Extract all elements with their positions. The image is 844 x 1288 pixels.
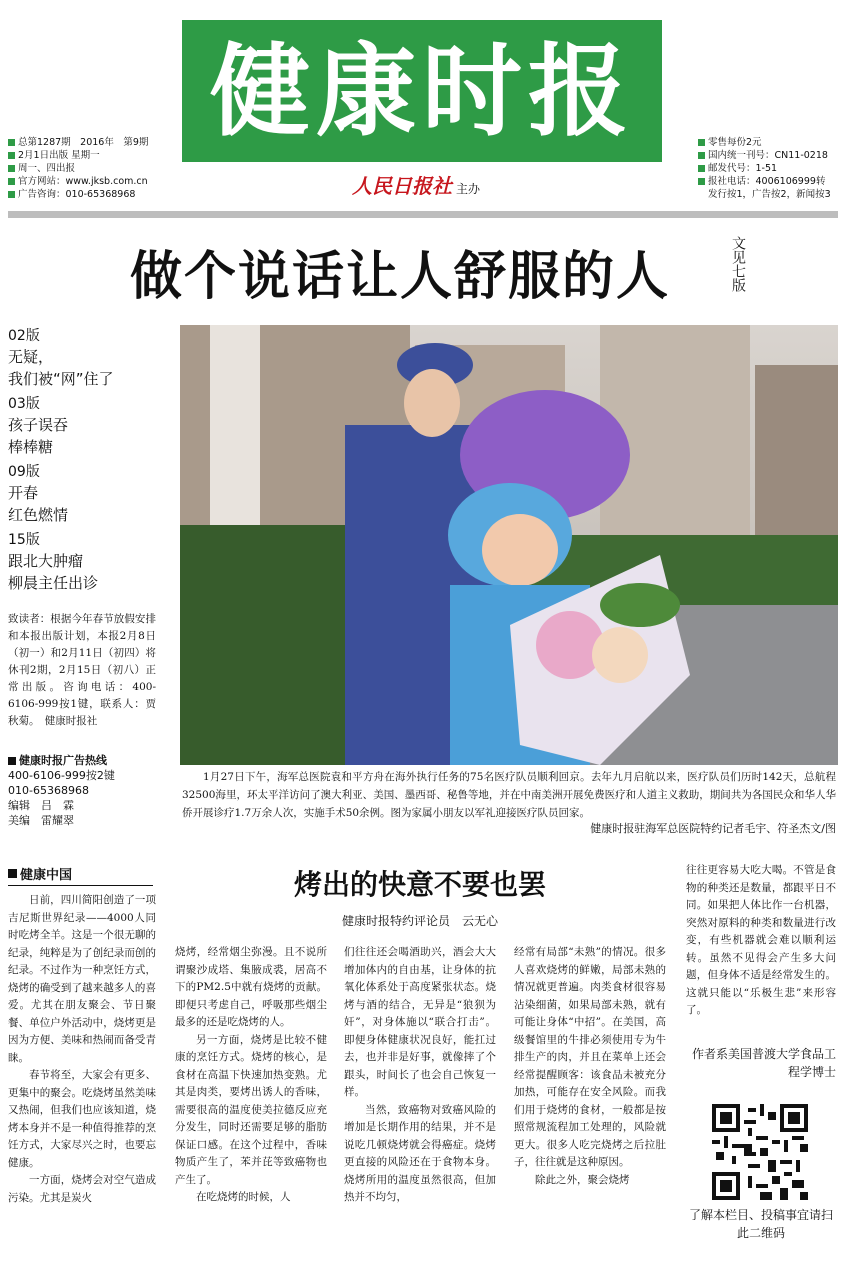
issue-number: 总第1287期 2016年 第9期 bbox=[18, 137, 149, 148]
paragraph: 们往往还会喝酒助兴，酒会大大增加体内的自由基，让身体的抗氧化体系处于高度紧张状态。烧烤与酒的结合，无异是“狼狈为奸”，对身体施以“联合打击”。即便身体健康状况良好，能扛过去，也并非是好事，就像摔了个跟头，时间长了也会自己恢复一样。 bbox=[344, 946, 496, 1098]
paragraph: 当然，致癌物对致癌风险的增加是长期作用的结果，并不是说吃几顿烧烤就会得癌症。烧烤更直接的风险还在于食物本身。烧烤所用的温度虽然很高，但加热并不均匀， bbox=[344, 1103, 496, 1203]
sponsor-suffix: 主办 bbox=[456, 182, 481, 196]
index-title-line: 我们被“网”住了 bbox=[8, 370, 114, 388]
editor-credit: 编辑 吕 霖 bbox=[8, 799, 74, 812]
author-note: 作者系美国普渡大学食品工程学博士 bbox=[691, 1047, 836, 1079]
price-info bbox=[698, 136, 840, 201]
serial-number: 国内统一刊号：CN11-0218 bbox=[708, 150, 828, 161]
price-info-row bbox=[698, 136, 840, 149]
index-title-line: 开春 bbox=[8, 484, 39, 502]
index-title-line: 跟北大肿瘤 bbox=[8, 552, 84, 570]
art-editor-credit: 美编 雷耀翠 bbox=[8, 814, 74, 827]
page-index bbox=[8, 326, 178, 598]
paragraph: 往往更容易大吃大喝。不管是食物的种类还是数量，都跟平日不同。如果把人体比作一台机器，突然对原料的种类和数量进行改变，有些机器就会难以顺利运转。虽然不见得会产生多大问题，但身体不适是经常发生的。这就只能以“乐极生悲”来形容了。 bbox=[686, 864, 836, 1016]
paragraph: 另一方面，烧烤是比较不健康的烹饪方式。烧烤的核心，是食材在高温下快速加热变熟。尤其是肉类，要烤出诱人的香味，需要很高的温度使美拉德反应充分发生，同时还需要足够的脂肪保证口感。在这个过程中，香味物质产生了，苯并芘等致癌物也产生了。 bbox=[175, 1033, 327, 1186]
section-label bbox=[8, 864, 153, 886]
paragraph: 春节将至，大家会有更多、更集中的聚会。吃烧烤虽然美味又热闹，但我们也应该知道，烧烤本身并不是一种值得推荐的烹饪方式，大家尽兴之时，也要忘健康。 bbox=[8, 1069, 156, 1169]
hotline-phone: 400-6106-999按2键 bbox=[8, 769, 115, 782]
article-byline: 健康时报特约评论员 云无心 bbox=[341, 914, 498, 928]
news-photo bbox=[180, 325, 838, 765]
index-title-line: 无疑， bbox=[8, 348, 54, 366]
price-info-row bbox=[698, 188, 840, 201]
paragraph: 日前，四川简阳创造了一项吉尼斯世界纪录——4000人同时吃烤全羊。这是一个很无聊的纪录，纯粹是为了创纪录而创的纪录。不过作为一种烹饪方式，烧烤的确受到了越来越多人的喜爱。尤其在朋友聚会、节日聚餐、单位户外活动中，烧烤更是因为方便、美味和热闹而备受青睐。 bbox=[8, 894, 156, 1064]
photo-caption: 1月27日下午，海军总医院袁和平方舟在海外执行任务的75名医疗队员顺利回京。去年九月启航以来，医疗队员们历时142天，总航程32500海里，环太平洋访问了澳大利亚、美国、墨西哥、秘鲁等地，并在中南美洲开展免费医疗和人道主义救助，期间共为各国民众和华人华侨开展诊疗1.7万余人次，实施手术50余例。图为家属小朋友以军礼迎接医疗队员回家。 bbox=[182, 771, 836, 819]
index-item[interactable] bbox=[8, 462, 178, 526]
postal-code: 邮发代号：1-51 bbox=[708, 163, 778, 174]
paragraph: 在吃烧烤的时候，人 bbox=[196, 1191, 291, 1203]
index-page: 03版 bbox=[8, 396, 40, 412]
price-info-row bbox=[698, 175, 840, 188]
retail-price: 零售每份2元 bbox=[708, 137, 762, 148]
issue-info-row bbox=[8, 175, 180, 188]
article-column-2 bbox=[175, 944, 327, 1207]
ad-phone: 广告咨询：010-65368968 bbox=[18, 189, 136, 200]
issue-info-row bbox=[8, 149, 180, 162]
divider-bar bbox=[8, 211, 838, 218]
paragraph: 经常有局部“未熟”的情况。很多人喜欢烧烤的鲜嫩，局部未熟的情况就更普遍。肉类食材很容易沾染细菌，如果局部未熟，就有可能让身体“中招”。在美国，高级餐馆里的牛排必须使用专为牛排生产的肉，并且在菜单上还会经常提醒顾客：该食品未被充分加热，可能存在安全风险。而我们用于烧烤的食材，一般都是按照常规流程加工处理的，风险就更大。很多人吃完烧烤之后拉肚子，往往就是这种原因。 bbox=[514, 946, 666, 1168]
index-item[interactable] bbox=[8, 394, 178, 458]
reader-notice: 致读者：根据今年春节放假安排和本报出版计划，本报2月8日（初一）和2月11日（初四）将休刊2期，2月15日（初八）正常出版。咨询电话：400-6106-999按1键，联系人：贾秋菊。 健康时报社 bbox=[8, 613, 156, 727]
paragraph: 烧烤，经常烟尘弥漫。且不说所谓聚沙成塔、集腋成裘，居高不下的PM2.5中就有烧烤的贡献。即便只考虑自己，呼吸那些烟尘最多的还是吃烧烤的人。 bbox=[175, 946, 327, 1028]
issue-date: 2月1日出版 星期一 bbox=[18, 150, 100, 161]
photo-illustration bbox=[180, 325, 838, 765]
qr-note: 了解本栏目、投稿事宜请扫此二维码 bbox=[688, 1208, 833, 1240]
hotline-phone: 010-65368968 bbox=[8, 784, 89, 797]
index-page: 15版 bbox=[8, 532, 40, 548]
hotline-title bbox=[8, 753, 178, 768]
price-info-row bbox=[698, 162, 840, 175]
qr-code[interactable] bbox=[712, 1104, 808, 1200]
publish-schedule: 周一、四出报 bbox=[18, 163, 76, 174]
sponsor bbox=[352, 170, 480, 199]
index-item[interactable] bbox=[8, 530, 178, 594]
masthead-title: 健康时报 bbox=[182, 20, 662, 162]
index-title-line: 棒棒糖 bbox=[8, 438, 54, 456]
article-column-3 bbox=[344, 944, 496, 1207]
index-page: 09版 bbox=[8, 464, 40, 480]
index-title-line: 孩子误吞 bbox=[8, 416, 69, 434]
phone-options: 发行按1，广告按2，新闻按3 bbox=[708, 189, 831, 200]
article-column-4 bbox=[514, 944, 666, 1189]
headline[interactable]: 做个说话让人舒服的人 bbox=[129, 245, 670, 307]
index-title-line: 红色燃情 bbox=[8, 506, 69, 524]
article-column-5 bbox=[686, 862, 836, 1020]
sponsor-logo: 人民日报社 bbox=[352, 174, 452, 198]
issue-info-row bbox=[8, 162, 180, 175]
issue-info-row bbox=[8, 188, 180, 201]
paragraph: 一方面，烧烤会对空气造成污染。尤其是炭火 bbox=[8, 1174, 156, 1204]
issue-info bbox=[8, 136, 180, 201]
office-phone: 报社电话：4006106999转 bbox=[708, 176, 826, 187]
headline-page-ref[interactable]: 文见七版 bbox=[730, 236, 746, 292]
hotline-title-text: 健康时报广告热线 bbox=[19, 754, 107, 767]
issue-info-row bbox=[8, 136, 180, 149]
section-label-text: 健康中国 bbox=[20, 868, 73, 883]
website-link[interactable]: 官方网站：www.jksb.com.cn bbox=[18, 176, 148, 187]
index-page: 02版 bbox=[8, 328, 40, 344]
ad-hotline bbox=[8, 753, 178, 828]
paragraph: 除此之外，聚会烧烤 bbox=[535, 1173, 630, 1186]
photo-credit: 健康时报驻海军总医院特约记者毛宇、符圣杰文/图 bbox=[590, 822, 836, 835]
article-title[interactable]: 烤出的快意不要也罢 bbox=[293, 868, 546, 901]
price-info-row bbox=[698, 149, 840, 162]
index-item[interactable] bbox=[8, 326, 178, 390]
qr-code-icon bbox=[712, 1104, 808, 1200]
index-title-line: 柳晨主任出诊 bbox=[8, 574, 99, 592]
article-column-1 bbox=[8, 892, 156, 1207]
